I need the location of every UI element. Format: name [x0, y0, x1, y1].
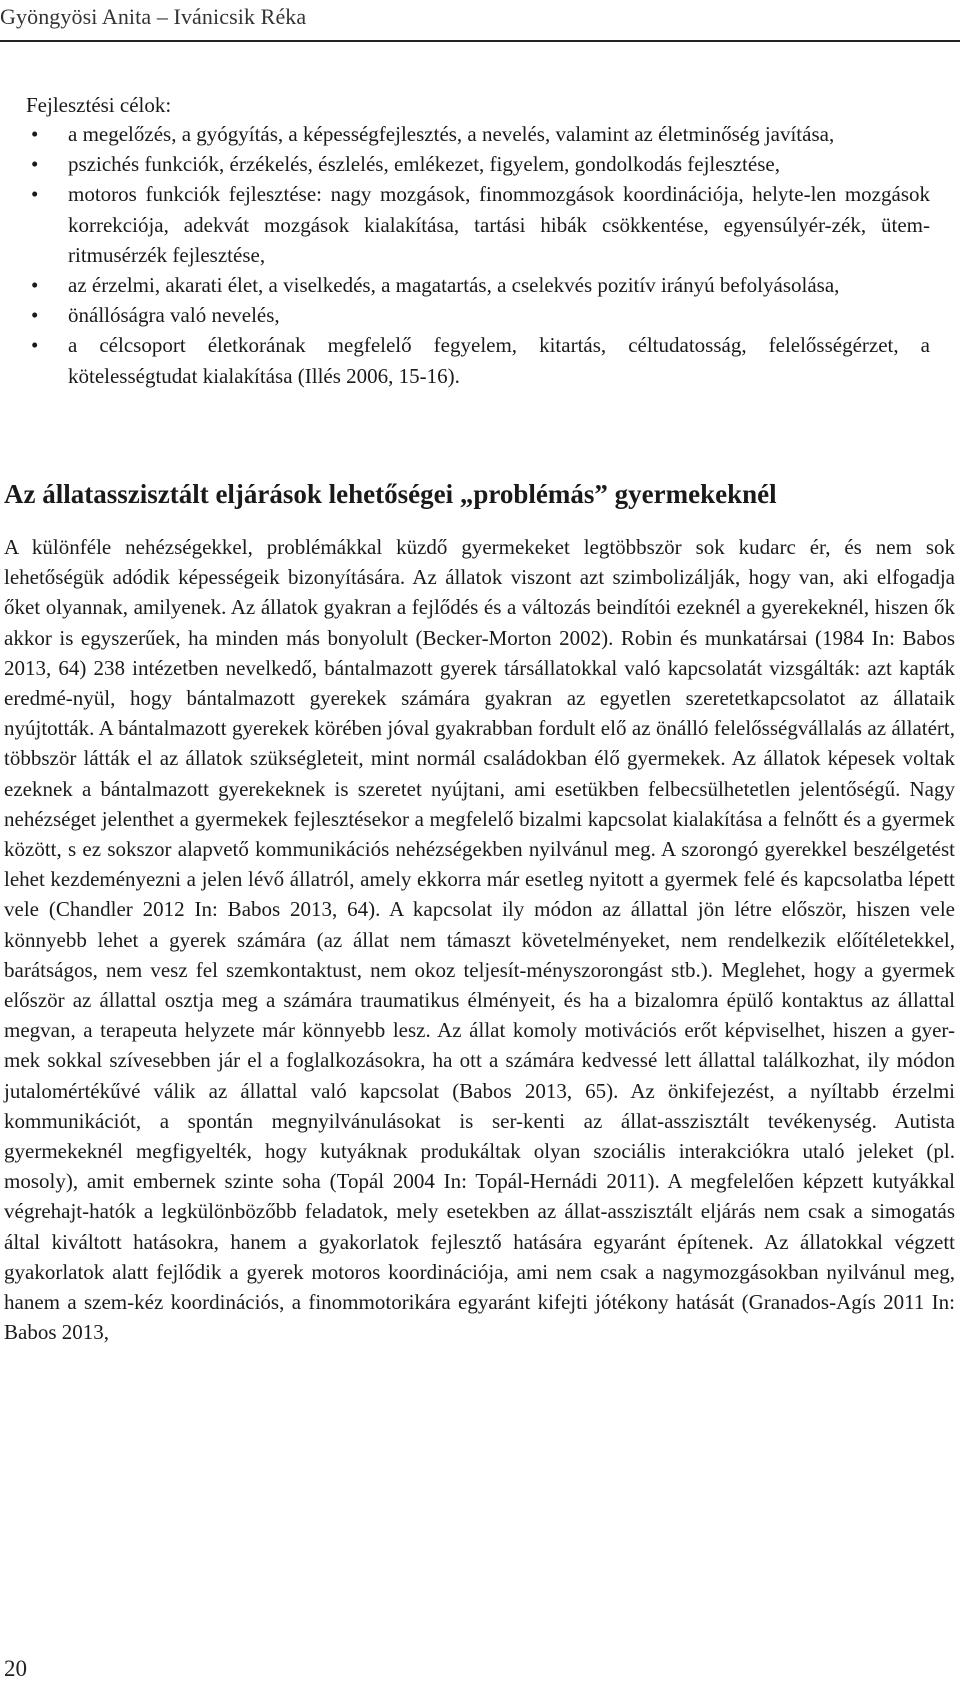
list-item-text: pszichés funkciók, érzékelés, észlelés, emlékezet, figyelem, gondolkodás fejlesztése,: [68, 152, 780, 177]
page-number: 20: [4, 1656, 27, 1681]
list-item-text: a célcsoport életkorának megfelelő fegyelem, kitartás, céltudatosság, felelősségérzet, a kötelességtudat kialakítása (Illés 2006, 15-16).: [68, 333, 930, 388]
list-item: [0, 330, 960, 390]
list-item: [0, 119, 960, 149]
bullet-icon: •: [31, 303, 39, 328]
section-title: Az állatasszisztált eljárások lehetőségei „problémás” gyermekeknél: [4, 479, 777, 509]
list-item-text: a megelőzés, a gyógyítás, a képességfejlesztés, a nevelés, valamint az életminőség javítása,: [68, 122, 835, 146]
list-item-text: motoros funkciók fejlesztése: nagy mozgások, finommozgások koordinációja, helyte-len mozgások korrekciója, adekvát mozgások kialakítása, tartási hibák csökkentése, egyensúlyér-zék, ütem- ritmusérzék fejlesztése,: [68, 182, 930, 267]
list-item-text: önállóságra való nevelés,: [68, 303, 280, 328]
header-rule: [0, 40, 960, 42]
bullet-icon: •: [31, 273, 39, 298]
list-item-text: az érzelmi, akarati élet, a viselkedés, a magatartás, a cselekvés pozitív irányú befolyásolása,: [68, 273, 840, 298]
body-paragraph: A különféle nehézségekkel, problémákkal küzdő gyermekeket legtöbbször sok kudarc ér, és nem sok lehetőségük adódik képességeik bizonyítására. Az állatok viszont azt szimbolizálják, hogy van, aki elfogadja őket olyannak, amilyenek. Az állatok gyakran a fejlődés és a változás beindítói ezeknél a gyerekeknél, hiszen ők akkor is egyszerűek, ha minden más bonyolult (Becker-Morton 2002). Robin és munkatársai (1984 In: Babos 2013, 64) 238 intézetben nevelkedő, bántalmazott gyerek társállatokkal való kapcsolatát vizsgálták: azt kapták eredmé-nyül, hogy bántalmazott gyerekek számára gyakran az egyetlen szeretetkapcsolatot az állataik nyújtották. A bántalmazott gyerekek körében jóval gyakrabban fordult elő az önálló felelősségvállalás az állatért, többször látták el az állatok szükségleteit, mint normál családokban élő gyermekek. Az állatok képesek voltak ezeknek a bántalmazott gyerekeknek is szeretet nyújtani, ami esetükben felbecsülhetetlen jelentőségű. Nagy nehézséget jelenthet a gyermekek fejlesztésekor a megfelelő bizalmi kapcsolat kialakítása a felnőtt és a gyermek között, s ez sokszor alapvető kommunikációs nehézségekben nyilvánul meg. A szorongó gyerekkel beszélgetést lehet kezdeményezni a jelen lévő állatról, amely ekkorra már esetleg nyitott a gyermek felé és kapcsolatba lépett vele (Chandler 2012 In: Babos 2013, 64). A kapcsolat ily módon az állattal jön létre először, hiszen vele könnyebb lehet a gyerek számára (az állat nem támaszt követelményeket, nem rendelkezik előítéletekkel, barátságos, nem vesz fel szemkontaktust, nem okoz teljesít-ményszorongást stb.). Meglehet, hogy a gyermek először az állattal osztja meg a számára traumatikus élményeit, és ha a bizalomra épülő kontaktus az állattal megvan, a terapeuta helyzete már könnyebb lesz. Az állat komoly motivációs erőt képviselhet, hiszen a gyer-mek sokkal szívesebben jár el a foglalkozásokra, ha ott a számára kedvessé lett állattal találkozhat, ily módon jutalomértékűvé válik az állattal való kapcsolat (Babos 2013, 65). Az önkifejezést, a nyíltabb érzelmi kommunikációt, a spontán megnyilvánulásokat is ser-kenti az állat-asszisztált tevékenység. Autista gyermekeknél megfigyelték, hogy kutyáknak produkáltak olyan szociális interakciókra utaló jeleket (pl. mosoly), amit embernek szinte soha (Topál 2004 In: Topál-Hernádi 2011). A megfelelően képzett kutyákkal végrehajt-hatók a legkülönbözőbb feladatok, mely esetekben az állat-asszisztált eljárás nem csak a simogatás által kiváltott hatásokra, hanem a gyakorlatok fejlesztő hatására egyaránt építenek. Az állatokkal végzett gyakorlatok alatt fejlődik a gyerek motoros koordinációja, ami nem csak a nagymozgásokban nyilvánul meg, hanem a szem-kéz koordinációs, a finommotorikára egyaránt kifejti jótékony hatását (Granados-Agís 2011 In: Babos 2013,: [4, 535, 955, 1345]
bullet-icon: •: [31, 122, 39, 146]
bullet-icon: •: [31, 333, 39, 358]
bullet-icon: •: [31, 182, 39, 207]
list-item: [0, 149, 960, 179]
list-item: [0, 270, 960, 300]
list-item: [0, 300, 960, 330]
bullet-icon: •: [31, 152, 39, 177]
running-head: Gyöngyösi Anita – Ivánicsik Réka: [0, 4, 307, 29]
list-item: [0, 179, 960, 270]
goals-list: [0, 119, 960, 391]
goals-heading: Fejlesztési célok:: [26, 93, 172, 117]
